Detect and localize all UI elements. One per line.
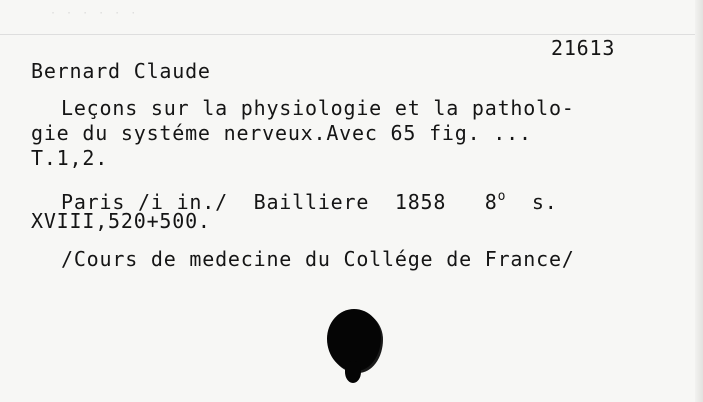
punch-hole	[327, 309, 381, 371]
imprint-text: Paris /i in./ Bailliere 1858 8	[61, 190, 498, 214]
imprint-line-2: XVIII,520+500.	[31, 209, 211, 233]
title-line-3: T.1,2.	[31, 146, 109, 170]
title-line-1: Leçons sur la physiologie et la patholo-	[61, 96, 575, 120]
format-suffix: s.	[506, 190, 558, 214]
show-through-marks: · · · · · ·	[50, 8, 139, 19]
catalog-number: 21613	[551, 36, 616, 60]
series-note: /Cours de medecine du Collége de France/	[61, 247, 575, 271]
title-line-2: gie du systéme nerveux.Avec 65 fig. ...	[31, 121, 532, 145]
format-superscript: o	[497, 189, 507, 204]
card-edge	[695, 0, 703, 402]
author-heading: Bernard Claude	[31, 59, 211, 83]
